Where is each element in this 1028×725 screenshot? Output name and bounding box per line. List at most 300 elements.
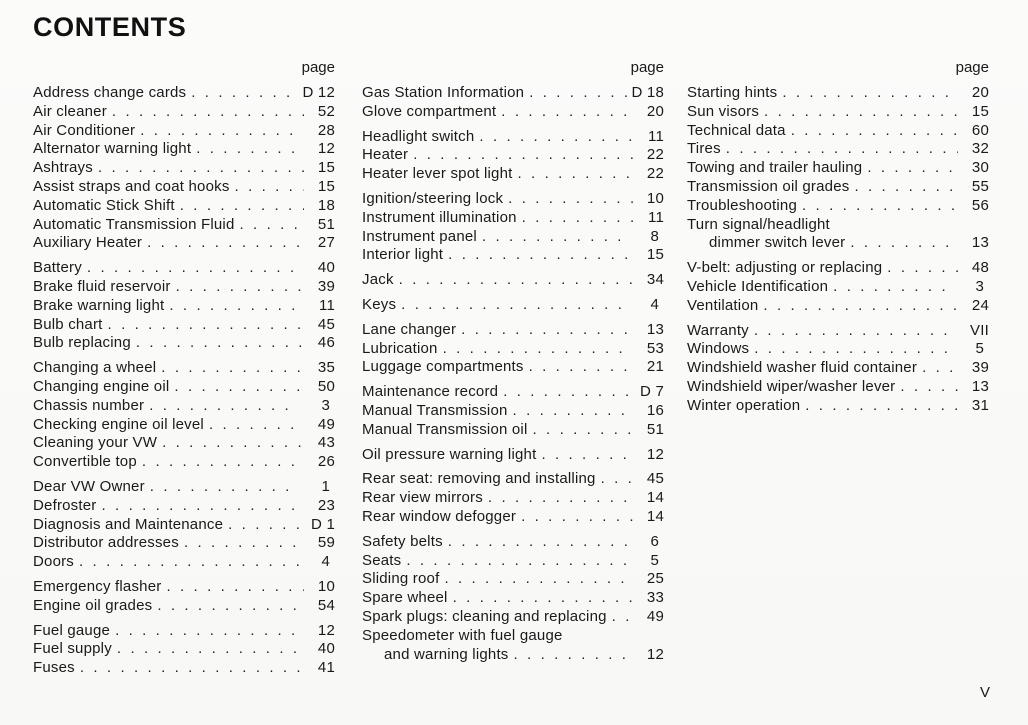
toc-group — [362, 446, 664, 465]
toc-entry-page: 34 — [646, 271, 664, 289]
toc-entry-page: 6 — [650, 532, 659, 550]
dot-leader — [518, 165, 633, 184]
toc-entry-label: Instrument panel — [362, 227, 477, 245]
dot-leader — [791, 122, 958, 141]
toc-entry-page: 22 — [646, 165, 664, 183]
toc-entry-page: 10 — [317, 577, 335, 595]
toc-entry — [33, 122, 335, 141]
dot-leader — [176, 278, 304, 297]
toc-entry — [33, 234, 335, 253]
toc-entry-label: Chassis number — [33, 396, 145, 414]
toc-entry-label: Winter operation — [687, 396, 801, 414]
toc-entry-label: Convertible top — [33, 453, 137, 471]
dot-leader — [488, 489, 633, 508]
toc-entry-label: Headlight switch — [362, 127, 475, 145]
toc-entry — [362, 446, 664, 465]
toc-groups — [362, 84, 664, 664]
toc-entry — [362, 103, 664, 122]
dot-leader — [508, 190, 633, 209]
toc-entry-label: Fuel supply — [33, 640, 112, 658]
toc-entry-label: Warranty — [687, 321, 749, 339]
dot-leader — [448, 246, 633, 265]
toc-entry — [362, 552, 664, 571]
toc-entry-page: 1 — [321, 477, 330, 495]
dot-leader — [444, 570, 633, 589]
toc-entry-page: 49 — [646, 607, 664, 625]
toc-entry-page: 52 — [317, 102, 335, 120]
toc-entry-page: 31 — [971, 396, 989, 414]
toc-entry — [33, 622, 335, 641]
dot-leader — [108, 316, 304, 335]
dot-leader — [196, 140, 304, 159]
toc-entry-label: Windshield washer fluid container — [687, 359, 918, 377]
toc-entry-page: 11 — [648, 127, 664, 145]
toc-entry-label: Jack — [362, 271, 394, 289]
toc-entry-page: 4 — [321, 553, 330, 571]
dot-leader — [209, 416, 304, 435]
toc-entry — [687, 322, 989, 341]
toc-entry — [33, 534, 335, 553]
toc-group — [33, 622, 335, 678]
toc-entry — [687, 278, 989, 297]
toc-entry-label: Lane changer — [362, 320, 457, 338]
toc-group — [33, 84, 335, 253]
toc-entry — [362, 383, 664, 402]
toc-column-2 — [362, 58, 664, 684]
dot-leader — [112, 103, 304, 122]
toc-entry-page: 3 — [975, 277, 984, 295]
toc-group — [687, 322, 989, 416]
dot-leader — [726, 140, 958, 159]
toc-entry-label: Fuel gauge — [33, 621, 111, 639]
toc-entry-page: 28 — [317, 121, 335, 139]
toc-entry — [362, 321, 664, 340]
toc-entry — [362, 589, 664, 608]
dot-leader — [854, 178, 958, 197]
toc-entry-page: 14 — [646, 489, 664, 507]
toc-entry-page: 25 — [646, 570, 664, 588]
toc-entry-page: 27 — [317, 234, 335, 252]
toc-group — [33, 578, 335, 616]
toc-entry-page: 15 — [646, 246, 664, 264]
toc-entry-page: D 18 — [631, 84, 664, 101]
toc-entry — [687, 378, 989, 397]
toc-entry-page: 54 — [317, 596, 335, 614]
toc-entry-label: Battery — [33, 259, 82, 277]
dot-leader — [612, 608, 633, 627]
dot-leader — [461, 321, 633, 340]
toc-entry — [362, 84, 664, 103]
toc-entry — [687, 122, 989, 141]
toc-entry-label: Sun visors — [687, 102, 760, 120]
toc-entry — [362, 627, 664, 646]
toc-groups — [33, 84, 335, 678]
toc-entry-page: 60 — [971, 121, 989, 139]
toc-entry-page: 15 — [317, 177, 335, 195]
toc-entry-label: dimmer switch lever — [709, 234, 846, 252]
toc-entry-label: Heater — [362, 146, 409, 164]
toc-entry-page: 20 — [971, 84, 989, 101]
toc-entry-label: Turn signal/headlight — [687, 215, 830, 233]
toc-entry — [687, 297, 989, 316]
toc-entry-label: Engine oil grades — [33, 596, 153, 614]
toc-entry-page: 12 — [646, 445, 664, 463]
toc-entry-label: Safety belts — [362, 532, 443, 550]
toc-entry-label: Rear window defogger — [362, 507, 517, 525]
dot-leader — [900, 378, 958, 397]
dot-leader — [169, 297, 304, 316]
dot-leader — [802, 197, 958, 216]
dot-leader — [533, 421, 634, 440]
toc-entry-page: 46 — [317, 334, 335, 352]
toc-group — [362, 296, 664, 315]
toc-entry-page: 39 — [971, 359, 989, 377]
toc-entry — [33, 553, 335, 572]
toc-entry — [33, 159, 335, 178]
dot-leader — [240, 216, 304, 235]
toc-entry-label: Instrument illumination — [362, 208, 517, 226]
toc-entry-label: Rear seat: removing and installing — [362, 470, 596, 488]
toc-entry-label: Keys — [362, 295, 397, 313]
toc-entry-page: 51 — [646, 420, 664, 438]
dot-leader — [191, 84, 299, 103]
toc-entry-label: Troubleshooting — [687, 196, 798, 214]
toc-entry-page: 32 — [971, 140, 989, 158]
toc-entry — [362, 128, 664, 147]
dot-leader — [102, 497, 305, 516]
toc-entry-page: 5 — [975, 340, 984, 358]
toc-entry — [687, 159, 989, 178]
toc-entry-label: Oil pressure warning light — [362, 445, 537, 463]
toc-entry-page: 12 — [317, 140, 335, 158]
toc-entry — [33, 297, 335, 316]
page-column-header: page — [301, 59, 335, 76]
toc-entry — [33, 103, 335, 122]
dot-leader — [541, 446, 633, 465]
toc-entry-page: 12 — [646, 645, 664, 663]
toc-entry — [687, 103, 989, 122]
toc-entry — [362, 533, 664, 552]
dot-leader — [136, 334, 304, 353]
toc-entry — [362, 190, 664, 209]
toc-entry-page: VII — [970, 321, 989, 339]
toc-entry-label: Vehicle Identification — [687, 277, 829, 295]
dot-leader — [406, 552, 628, 571]
toc-entry-label: Ignition/steering lock — [362, 189, 504, 207]
toc-entry-label: Spark plugs: cleaning and replacing — [362, 607, 607, 625]
toc-entry-page: 15 — [317, 159, 335, 177]
page-column-header: page — [955, 59, 989, 76]
dot-leader — [399, 271, 633, 290]
dot-leader — [763, 297, 958, 316]
toc-entry — [33, 578, 335, 597]
toc-entry-label: Changing engine oil — [33, 377, 170, 395]
toc-group — [33, 359, 335, 472]
dot-leader — [235, 178, 304, 197]
toc-entry-label: Brake warning light — [33, 296, 165, 314]
toc-entry-page: 12 — [317, 621, 335, 639]
toc-entry-page: 40 — [317, 259, 335, 277]
dot-leader — [922, 359, 958, 378]
toc-entry-page: 11 — [319, 296, 335, 314]
toc-entry — [33, 178, 335, 197]
dot-leader — [157, 597, 304, 616]
dot-leader — [443, 340, 633, 359]
toc-entry — [362, 228, 664, 247]
dot-leader — [140, 122, 304, 141]
toc-entry-label: Alternator warning light — [33, 140, 192, 158]
toc-entry-label: Towing and trailer hauling — [687, 159, 863, 177]
dot-leader — [413, 146, 633, 165]
toc-entry-page: 15 — [971, 102, 989, 120]
toc-entry — [362, 646, 664, 665]
toc-entry — [33, 316, 335, 335]
toc-entry — [362, 402, 664, 421]
toc-entry — [33, 359, 335, 378]
dot-leader — [149, 397, 299, 416]
toc-entry-label: Technical data — [687, 121, 786, 139]
toc-entry-label: Dear VW Owner — [33, 477, 145, 495]
dot-leader — [867, 159, 958, 178]
page-title: CONTENTS — [33, 12, 187, 42]
dot-leader — [522, 209, 633, 228]
toc-group — [362, 383, 664, 439]
toc-column-3 — [687, 58, 989, 684]
toc-entry-label: Changing a wheel — [33, 359, 157, 377]
toc-entry-page: 26 — [317, 453, 335, 471]
toc-entry-label: Air cleaner — [33, 102, 107, 120]
toc-entry — [33, 397, 335, 416]
toc-entry-label: Diagnosis and Maintenance — [33, 515, 224, 533]
toc-columns — [33, 58, 989, 684]
toc-entry-page: 55 — [971, 177, 989, 195]
dot-leader — [521, 508, 633, 527]
toc-entry-label: V-belt: adjusting or replacing — [687, 259, 883, 277]
toc-entry — [362, 209, 664, 228]
toc-entry-page: 23 — [317, 496, 335, 514]
toc-entry-page: 18 — [317, 196, 335, 214]
toc-entry — [687, 340, 989, 359]
toc-entry — [362, 508, 664, 527]
toc-entry-label: Seats — [362, 551, 402, 569]
toc-entry-label: Brake fluid reservoir — [33, 277, 171, 295]
dot-leader — [782, 84, 958, 103]
toc-entry-page: 49 — [317, 415, 335, 433]
toc-entry-page: 3 — [321, 396, 330, 414]
toc-entry — [362, 296, 664, 315]
dot-leader — [503, 383, 633, 402]
toc-entry-page: 53 — [646, 339, 664, 357]
toc-group — [362, 84, 664, 122]
toc-entry-label: Windshield wiper/washer lever — [687, 377, 896, 395]
dot-leader — [501, 103, 633, 122]
toc-entry-page: 24 — [971, 296, 989, 314]
toc-entry-page: 41 — [317, 659, 335, 677]
toc-entry — [33, 516, 335, 535]
toc-entry-page: 40 — [317, 640, 335, 658]
toc-entry-page: 45 — [646, 470, 664, 488]
toc-entry-label: Fuses — [33, 659, 75, 677]
dot-leader — [482, 228, 628, 247]
toc-entry-label: Checking engine oil level — [33, 415, 204, 433]
toc-entry-page: 13 — [971, 234, 989, 252]
toc-group — [362, 470, 664, 526]
toc-entry-page: 59 — [317, 534, 335, 552]
toc-entry-label: Speedometer with fuel gauge — [362, 626, 563, 644]
toc-entry — [362, 246, 664, 265]
dot-leader — [529, 358, 633, 377]
toc-entry-page: 13 — [971, 377, 989, 395]
toc-group — [362, 190, 664, 265]
dot-leader — [764, 103, 958, 122]
dot-leader — [513, 402, 633, 421]
toc-entry — [687, 84, 989, 103]
dot-leader — [529, 84, 628, 103]
toc-entry — [33, 84, 335, 103]
dot-leader — [833, 278, 953, 297]
toc-entry — [33, 278, 335, 297]
toc-entry-page: 51 — [317, 215, 335, 233]
toc-entry-label: Assist straps and coat hooks — [33, 177, 230, 195]
toc-entry-page: 4 — [650, 295, 659, 313]
toc-entry — [687, 397, 989, 416]
toc-group — [362, 533, 664, 665]
toc-entry-label: Distributor addresses — [33, 534, 179, 552]
toc-entry-label: Tires — [687, 140, 721, 158]
toc-entry — [33, 259, 335, 278]
toc-entry — [362, 146, 664, 165]
toc-entry — [687, 197, 989, 216]
toc-entry-page: 20 — [646, 102, 664, 120]
toc-entry-page: 48 — [971, 259, 989, 277]
dot-leader — [754, 340, 953, 359]
toc-entry-page: D 12 — [302, 84, 335, 101]
dot-leader — [147, 234, 304, 253]
toc-entry-label: Ventilation — [687, 296, 759, 314]
dot-leader — [180, 197, 304, 216]
toc-entry — [687, 259, 989, 278]
dot-leader — [850, 234, 958, 253]
toc-column-1 — [33, 58, 335, 684]
toc-entry — [33, 453, 335, 472]
toc-entry — [362, 421, 664, 440]
dot-leader — [115, 622, 304, 641]
dot-leader — [401, 296, 628, 315]
dot-leader — [117, 640, 304, 659]
toc-entry-label: Auxiliary Heater — [33, 234, 143, 252]
dot-leader — [601, 470, 633, 489]
toc-entry — [362, 271, 664, 290]
toc-entry-page: 43 — [317, 434, 335, 452]
dot-leader — [184, 534, 304, 553]
toc-entry-page: 33 — [646, 589, 664, 607]
toc-entry-label: Gas Station Information — [362, 84, 525, 101]
toc-entry — [33, 334, 335, 353]
dot-leader — [150, 478, 299, 497]
toc-entry-label: Manual Transmission — [362, 401, 508, 419]
toc-entry-label: Manual Transmission oil — [362, 420, 528, 438]
toc-entry-label: Cleaning your VW — [33, 434, 158, 452]
toc-entry-label: Sliding roof — [362, 570, 440, 588]
toc-entry — [33, 197, 335, 216]
toc-entry-page: 8 — [650, 227, 659, 245]
toc-entry-label: Starting hints — [687, 84, 778, 101]
toc-entry — [362, 570, 664, 589]
toc-group — [362, 271, 664, 290]
toc-entry-label: Doors — [33, 553, 75, 571]
toc-entry — [33, 597, 335, 616]
toc-entry — [362, 470, 664, 489]
toc-entry-page: 14 — [646, 507, 664, 525]
toc-group — [687, 84, 989, 253]
toc-entry-label: Defroster — [33, 496, 97, 514]
dot-leader — [805, 397, 958, 416]
dot-leader — [87, 259, 304, 278]
toc-group — [33, 478, 335, 572]
toc-entry-label: and warning lights — [384, 645, 509, 663]
toc-group — [362, 321, 664, 377]
dot-leader — [453, 589, 633, 608]
toc-entry — [362, 358, 664, 377]
toc-entry-page: 10 — [646, 189, 664, 207]
dot-leader — [80, 659, 304, 678]
toc-entry-label: Interior light — [362, 246, 444, 264]
toc-groups — [687, 84, 989, 416]
toc-group — [687, 259, 989, 315]
toc-entry — [362, 165, 664, 184]
toc-entry — [33, 640, 335, 659]
toc-entry-page: 45 — [317, 315, 335, 333]
toc-entry — [687, 234, 989, 253]
folio-page-number: V — [979, 684, 990, 701]
toc-entry — [33, 497, 335, 516]
dot-leader — [448, 533, 628, 552]
toc-entry-page: 35 — [317, 359, 335, 377]
toc-entry-page: 16 — [646, 401, 664, 419]
dot-leader — [98, 159, 304, 178]
toc-entry — [33, 216, 335, 235]
toc-entry-page: 56 — [971, 196, 989, 214]
toc-entry-page: 11 — [648, 208, 664, 226]
toc-entry-page: 22 — [646, 146, 664, 164]
dot-leader — [166, 578, 304, 597]
toc-entry — [362, 340, 664, 359]
toc-entry — [33, 434, 335, 453]
toc-entry-page: D 7 — [640, 383, 664, 401]
toc-entry-label: Address change cards — [33, 84, 187, 101]
dot-leader — [228, 516, 304, 535]
toc-entry — [362, 608, 664, 627]
toc-entry-page: 30 — [971, 159, 989, 177]
toc-group — [362, 128, 664, 184]
toc-entry-page: 13 — [646, 320, 664, 338]
toc-entry-label: Emergency flasher — [33, 577, 162, 595]
toc-entry-label: Transmission oil grades — [687, 177, 850, 195]
dot-leader — [479, 128, 633, 147]
toc-entry — [362, 489, 664, 508]
toc-entry-page: 5 — [650, 551, 659, 569]
toc-entry — [687, 359, 989, 378]
toc-entry — [33, 659, 335, 678]
toc-entry — [687, 140, 989, 159]
toc-entry-label: Maintenance record — [362, 383, 499, 401]
dot-leader — [79, 553, 299, 572]
toc-entry — [33, 478, 335, 497]
toc-entry-label: Automatic Stick Shift — [33, 196, 175, 214]
toc-entry-label: Luggage compartments — [362, 358, 524, 376]
toc-entry-page: D 1 — [311, 515, 335, 533]
dot-leader — [174, 378, 304, 397]
